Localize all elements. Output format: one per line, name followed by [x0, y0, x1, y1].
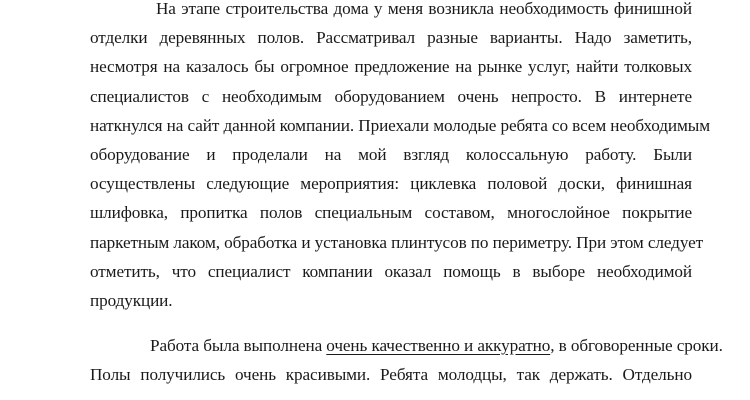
paragraph-1-line-2: отделки деревянных полов. Рассматривал разные варианты. Надо заметить,: [90, 28, 692, 48]
paragraph-2-line-1-after: , в обговоренные сроки.: [550, 336, 723, 355]
underlined-phrase: очень качественно и аккуратно: [326, 336, 551, 355]
paragraph-1-line-8: шлифовка, пропитка полов специальным составом, многослойное покрытие: [90, 203, 692, 223]
paragraph-2-line-2: Полы получились очень красивыми. Ребята молодцы, так держать. Отдельно: [90, 365, 692, 385]
paragraph-1-line-1: На этапе строительства дома у меня возникла необходимость финишной: [156, 0, 692, 18]
paragraph-1-line-4: специалистов с необходимым оборудованием очень непросто. В интернете: [90, 86, 692, 106]
paragraph-2: [90, 331, 723, 389]
paragraph-1-line-9: паркетным лаком, обработка и установка плинтусов по периметру. При этом следует: [90, 232, 704, 252]
paragraph-1-line-3: несмотря на казалось бы огромное предложение на рынке услуг, найти толковых: [90, 57, 692, 77]
paragraph-1-line-7: осуществлены следующие мероприятия: циклевка половой доски, финишная: [90, 174, 692, 194]
paragraph-1-line-10: отметить, что специалист компании оказал помощь в выборе необходимой: [90, 261, 692, 281]
paragraph-1-line-5: наткнулся на сайт данной компании. Приехали молодые ребята со всем необходимым: [90, 115, 710, 135]
paragraph-2-line-1: [90, 331, 723, 360]
paragraph-1-line-6: оборудование и проделали на мой взгляд колоссальную работу. Были: [90, 144, 692, 164]
paragraph-1: [90, 0, 710, 315]
paragraph-1-line-11: продукции.: [90, 290, 173, 310]
paragraph-2-line-1-before: Работа была выполнена: [150, 336, 327, 355]
